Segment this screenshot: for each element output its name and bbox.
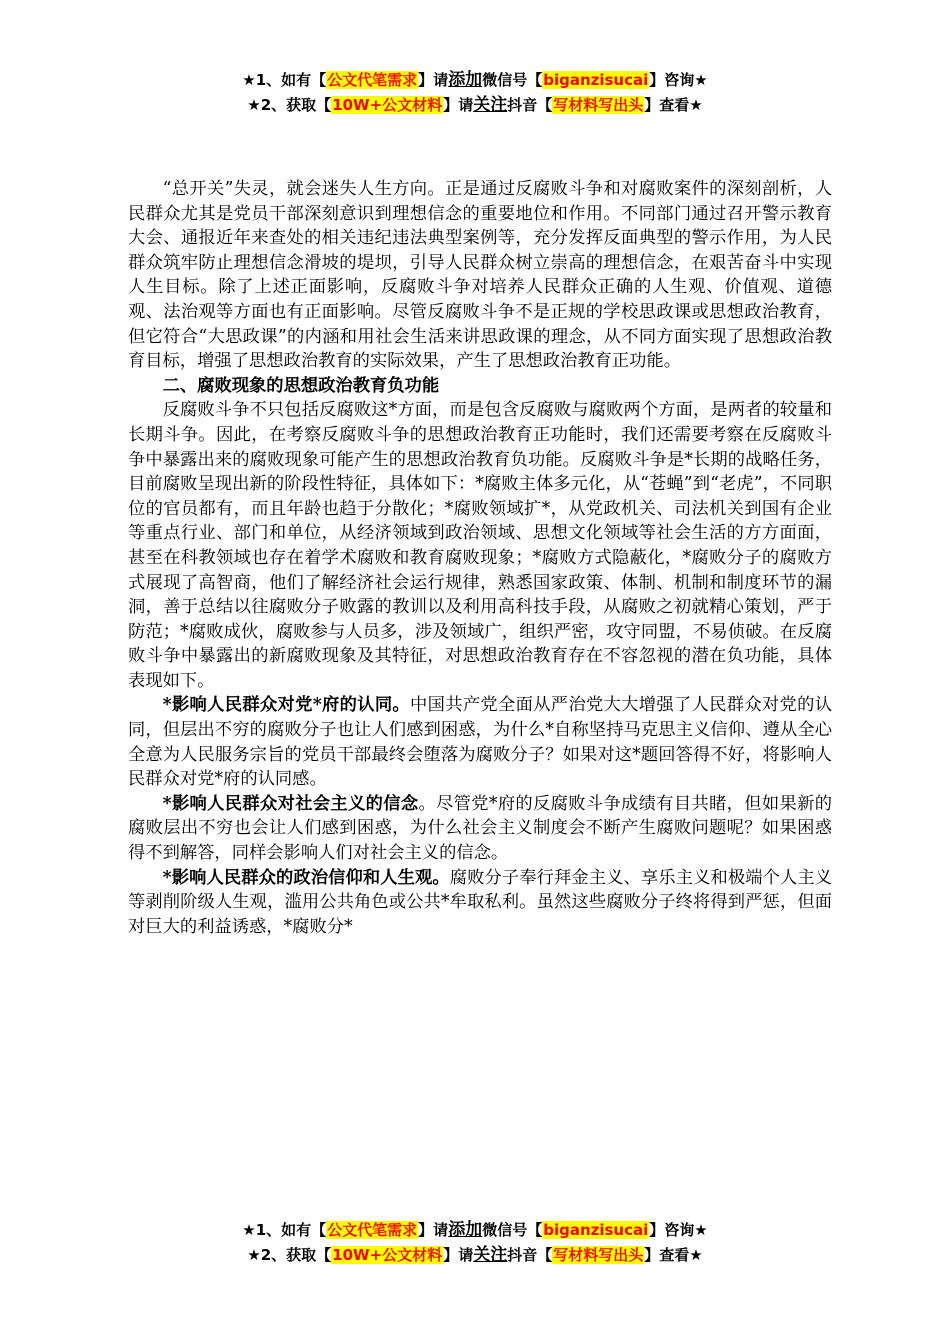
banner-text: 抖音【 — [507, 96, 553, 114]
highlight-douyin: 写材料写出头 — [553, 96, 644, 114]
banner-text: 】咨询★ — [649, 71, 708, 89]
paragraph-1: “总开关”失灵，就会迷失人生方向。正是通过反腐败斗争和对腐败案件的深刻剖析，人民群众尤其是党员干部深刻意识到理想信念的重要地位和作用。不同部门通过召开警示教育大会、通报近年来查处的相关违纪违法典型案例等，充分发挥反面典型的警示作用，为人民群众筑牢防止理想信念滑坡的堤坝，引导人民群众树立崇高的理想信念，在艰苦奋斗中实现人生目标。除了上述正面影响，反腐败斗争对培养人民群众正确的人生观、价值观、道德观、法治观等方面也有正面影响。尽管反腐败斗争不是正规的学校思政课或思想政治教育，但它符合“大思政课”的内涵和用社会生活来讲思政课的理念，从不同方面实现了思想政治教育目标，增强了思想政治教育的实际效果，产生了思想政治教育正功能。 — [128, 179, 832, 372]
header-banner — [0, 68, 950, 118]
banner-emphasis: 关注 — [473, 95, 508, 115]
highlight-wechat-id: biganzisucai — [543, 1221, 649, 1239]
banner-text: 】查看★ — [644, 96, 703, 114]
banner-text: 】请 — [443, 96, 474, 114]
banner-line-2 — [0, 93, 950, 118]
highlight-wechat-id: biganzisucai — [543, 71, 649, 89]
banner-text: 】查看★ — [644, 1246, 703, 1264]
paragraph-4-text: 。尽管党*府的反腐败斗争成绩有目共睹，但如果新的腐败层出不穷也会让人们感到困惑，为什么社会主义制度会不断产生腐败问题呢？如果困惑得不到解答，同样会影响人们对社会主义的信念。 — [128, 793, 832, 864]
banner-text: 抖音【 — [507, 1246, 553, 1264]
banner-line-2 — [0, 1243, 950, 1268]
paragraph-3 — [128, 693, 832, 791]
banner-emphasis: 添加 — [448, 70, 483, 90]
banner-text: 微信号【 — [482, 71, 543, 89]
banner-text: ★2、获取【 — [247, 1246, 332, 1264]
banner-text: ★1、如有【 — [242, 1221, 327, 1239]
paragraph-3-text: 中国共产党全面从严治党大大增强了人民群众对党的认同，但层出不穷的腐败分子也让人们感到困惑，为什么*自称坚持马克思主义信仰、遵从全心全意为人民服务宗旨的党员干部最终会堕落为腐败分子？如果对这*题回答得不好，将影响人民群众对党*府的认同感。 — [128, 695, 832, 790]
banner-line-1 — [0, 1218, 950, 1243]
banner-emphasis: 添加 — [448, 1220, 483, 1240]
banner-line-1 — [0, 68, 950, 93]
highlight-service: 公文代笔需求 — [327, 1221, 418, 1239]
banner-text: 】请 — [443, 1246, 474, 1264]
highlight-materials: 10W+公文材料 — [332, 96, 443, 114]
highlight-service: 公文代笔需求 — [327, 71, 418, 89]
banner-text: ★2、获取【 — [247, 96, 332, 114]
paragraph-3-lead: *影响人民群众对党*府的认同。 — [162, 695, 411, 716]
section-heading: 二、腐败现象的思想政治教育负功能 — [162, 375, 440, 396]
paragraph-4 — [128, 792, 832, 866]
banner-text: 】请 — [418, 71, 449, 89]
highlight-douyin: 写材料写出头 — [553, 1246, 644, 1264]
highlight-materials: 10W+公文材料 — [332, 1246, 443, 1264]
paragraph-5-text: 腐败分子奉行拜金主义、享乐主义和极端个人主义等剥削阶级人生观，滥用公共角色或公共*牟取私利。虽然这些腐败分子终将得到严惩，但面对巨大的利益诱惑，*腐败分* — [128, 867, 832, 937]
banner-text: 】咨询★ — [649, 1221, 708, 1239]
footer-banner — [0, 1218, 950, 1268]
paragraph-5-lead: *影响人民群众的政治信仰和人生观。 — [162, 867, 450, 888]
banner-emphasis: 关注 — [473, 1245, 508, 1265]
banner-text: ★1、如有【 — [242, 71, 327, 89]
banner-text: 】请 — [418, 1221, 449, 1239]
banner-text: 微信号【 — [482, 1221, 543, 1239]
paragraph-2: 反腐败斗争不只包括反腐败这*方面，而是包含反腐败与腐败两个方面，是两者的较量和长期斗争。因此，在考察反腐败斗争的思想政治教育正功能时，我们还需要考察在反腐败斗争中暴露出来的腐败现象可能产生的思想政治教育负功能。反腐败斗争是*长期的战略任务，目前腐败呈现出新的阶段性特征，具体如下：*腐败主体多元化，从“苍蝇”到“老虎”，不同职位的官员都有，而且年龄也趋于分散化；*腐败领域扩*，从党政机关、司法机关到国有企业等重点行业、部门和单位，从经济领域到政治领域、思想文化领域等社会生活的方方面面，甚至在科教领域也存在着学术腐败和教育腐败现象；*腐败方式隐蔽化，*腐败分子的腐败方式展现了高智商，他们了解经济社会运行规律，熟悉国家政策、体制、机制和制度环节的漏洞，善于总结以往腐败分子败露的教训以及利用高科技手段，从腐败之初就精心策划，严于防范；*腐败成伙，腐败参与人员多，涉及领域广，组织严密，攻守同盟，不易侦破。在反腐败斗争中暴露出的新腐败现象及其特征，对思想政治教育存在不容忽视的潜在负功能，具体表现如下。 — [128, 400, 832, 691]
paragraph-5 — [128, 866, 832, 940]
paragraph-4-lead: *影响人民群众对社会主义的信念 — [162, 793, 419, 814]
document-body — [128, 177, 832, 939]
